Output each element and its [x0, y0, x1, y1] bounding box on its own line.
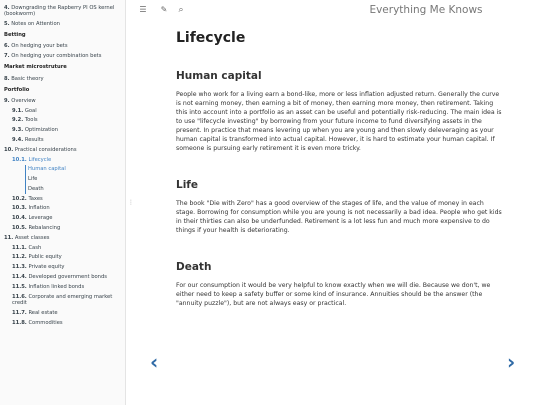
sidebar-item-number: 11.8. [12, 319, 27, 326]
heading-death[interactable]: Death [176, 261, 212, 273]
sidebar-item-number: 11.4. [12, 273, 27, 280]
sidebar-item-label: Death [28, 185, 44, 192]
sidebar-item-label: Inflation linked bonds [28, 283, 85, 290]
section-human-capital [176, 70, 502, 153]
sidebar-item-label: Developed government bonds [28, 273, 107, 280]
sidebar-item-label: Results [24, 137, 44, 143]
sidebar-item[interactable] [0, 194, 125, 204]
sidebar-item[interactable] [25, 175, 125, 185]
sidebar-item-label: On hedging your bets [11, 43, 68, 50]
sidebar-part-heading [0, 61, 125, 74]
sidebar-item-label: Corporate and emerging market credit [12, 293, 113, 307]
section-death [176, 261, 502, 308]
sidebar-item[interactable] [0, 292, 125, 308]
sidebar-item-number: 6. [4, 43, 10, 50]
sidebar-item-label: Commodities [28, 319, 63, 326]
sidebar-item[interactable] [0, 308, 125, 318]
sidebar-item-number: 11. [4, 234, 14, 241]
sidebar-part-heading [0, 29, 125, 42]
paragraph-human-capital: People who work for a living earn a bond-like, more or less inflation adjusted return. Generally the curve is not earning money, then earning a bit of money, then earning more money, then retirement. Taking this into account into a portfolio as an asset can be useful and potentially risk-reducing. The main idea is to use "lifecycle investing" by borrowing from your future income to fund diversifying assets in the present. In practice that means levering up when you are young and then slowly deleveraging as your human capital is transformed into actual capital. However, it is hard to estimate your human capital. If someone is pursuing early retirement it is even more tricky. [176, 91, 502, 152]
sidebar-item-number: 7. [4, 53, 10, 60]
book-title: Everything Me Knows [369, 4, 483, 16]
menu-icon[interactable]: ☰ [139, 5, 147, 14]
sidebar-item-label: Asset classes [14, 234, 50, 241]
sidebar-item-label: Leverage [28, 215, 53, 222]
sidebar-item[interactable] [0, 126, 125, 136]
sidebar-item-label: Market microstruture [4, 64, 67, 71]
sidebar-item[interactable] [0, 155, 125, 165]
sidebar-item-label: Human capital [28, 166, 66, 173]
sidebar-item-number: 11.1. [12, 244, 27, 251]
sidebar-item[interactable] [0, 19, 125, 29]
search-icon[interactable]: ⌕ [178, 5, 184, 15]
sidebar-item-number: 10. [4, 146, 14, 153]
sidebar-item-number: 11.3. [12, 264, 27, 271]
sidebar-item-label: Tools [24, 117, 38, 124]
main-content [176, 30, 502, 308]
sidebar-item-number: 11.2. [12, 254, 27, 261]
page-title: Lifecycle [176, 30, 246, 46]
paragraph-life: The book "Die with Zero" has a good overview of the stages of life, and the value of money in each stage. Borrowing for consumption while you are young is not necessarily a bad idea. People who get kids in their thirties can also be underfunded. Retirement is a lot less fun and much more expensive to do things if your health is deteriorating. [176, 200, 502, 234]
sidebar-item-number: 10.3. [12, 205, 27, 212]
sidebar-part-heading [0, 84, 125, 97]
sidebar-item[interactable] [0, 263, 125, 273]
heading-life[interactable]: Life [176, 179, 198, 191]
sidebar-item[interactable] [25, 165, 125, 175]
sidebar-item-label: Private equity [28, 264, 65, 271]
sidebar-item-label: Optimization [24, 127, 59, 134]
sidebar-resize-handle[interactable]: ⋮ [128, 199, 134, 206]
sidebar-item-label: Inflation [28, 205, 50, 212]
sidebar-item[interactable] [0, 106, 125, 116]
sidebar-item-number: 9.3. [12, 127, 24, 134]
sidebar-item-label: Basic theory [11, 75, 44, 82]
sidebar-item[interactable] [0, 52, 125, 62]
sidebar-item-number: 10.4. [12, 215, 27, 222]
menu-bar [132, 0, 540, 22]
sidebar-item[interactable] [0, 233, 125, 243]
sidebar-item-number: 9.2. [12, 117, 24, 124]
sidebar-item-label: Goal [24, 107, 37, 114]
sidebar-item[interactable] [0, 3, 125, 19]
sidebar-item[interactable] [0, 272, 125, 282]
sidebar-item[interactable] [25, 184, 125, 194]
sidebar-item[interactable] [0, 42, 125, 52]
sidebar-item-label: Betting [4, 32, 26, 39]
previous-chapter-button[interactable]: ‹ [150, 350, 159, 374]
sidebar-item-label: Life [28, 176, 38, 183]
sidebar-item[interactable] [0, 74, 125, 84]
sidebar-item[interactable] [0, 116, 125, 126]
paragraph-death: For our consumption it would be very helpful to know exactly when we will die. Because we don't, we either need to keep a safety buffer or some kind of insurance. Annuities should be the answer (the "annuity puzzle"), but are not always easy or practical. [176, 282, 491, 307]
sidebar-item-label: Rebalancing [28, 225, 61, 232]
sidebar-item-label: On hedging your combination bets [11, 53, 102, 60]
sidebar-item[interactable] [0, 135, 125, 145]
sidebar-item-label: Public equity [28, 254, 62, 261]
sidebar-item-number: 9.1. [12, 107, 24, 114]
sidebar-item-label: Real estate [28, 309, 58, 316]
sidebar-item-label: Notes on Attention [11, 20, 60, 27]
sidebar-item-number: 11.5. [12, 283, 27, 290]
sidebar-item[interactable] [0, 223, 125, 233]
sidebar-item-number: 10.5. [12, 225, 27, 232]
sidebar-item-label: Practical considerations [14, 146, 77, 153]
sidebar-item-number: 8. [4, 75, 10, 82]
sidebar-item-label: Lifecycle [28, 156, 52, 163]
edit-icon[interactable]: ✎ [160, 5, 168, 14]
sidebar-item-number: 9. [4, 97, 10, 104]
sidebar-item-label: Portfolio [4, 86, 30, 93]
sidebar-item-number: 11.6. [12, 293, 27, 300]
sidebar-item[interactable] [0, 145, 125, 155]
sidebar-item-number: 10.2. [12, 195, 27, 202]
heading-human-capital[interactable]: Human capital [176, 70, 262, 82]
sidebar-item-number: 10.1. [12, 156, 27, 163]
sidebar-item[interactable] [0, 214, 125, 224]
sidebar-item-label: Downgrading the Rapberry PI OS kernel (bookworm) [4, 4, 115, 18]
sidebar-item[interactable] [0, 318, 125, 328]
sidebar-item-number: 11.7. [12, 309, 27, 316]
sidebar-item[interactable] [0, 96, 125, 106]
sidebar-item[interactable] [0, 282, 125, 292]
sidebar-item-label: Overview [11, 97, 36, 104]
sidebar [0, 0, 126, 405]
sidebar-item-number: 4. [4, 4, 10, 11]
next-chapter-button[interactable]: › [507, 350, 516, 374]
sidebar-item[interactable] [0, 243, 125, 253]
sidebar-item-label: Cash [28, 244, 42, 251]
sidebar-item-number: 9.4. [12, 137, 24, 143]
sidebar-item[interactable] [0, 204, 125, 214]
section-life [176, 179, 502, 235]
sidebar-item[interactable] [0, 253, 125, 263]
sidebar-item-number: 5. [4, 20, 10, 27]
sidebar-item-label: Taxes [28, 195, 43, 202]
